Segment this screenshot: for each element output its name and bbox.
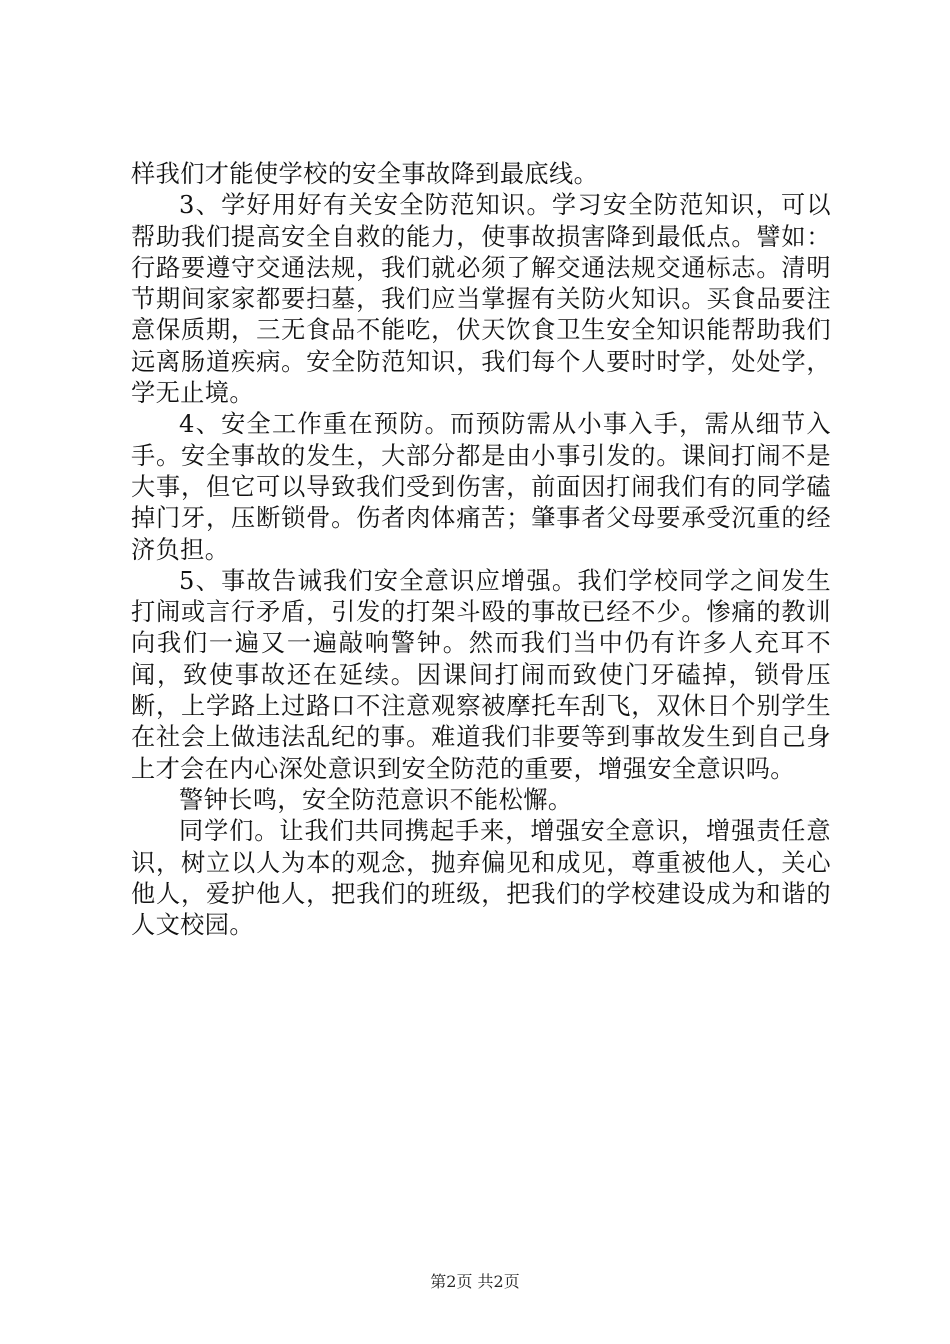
paragraph-closing: 同学们。让我们共同携起手来，增强安全意识，增强责任意识，树立以人为本的观念，抛弃偏见和成见，尊重被他人，关心他人，爱护他人，把我们的班级，把我们的学校建设成为和谐的人文校园。 — [131, 817, 831, 940]
paragraph-item-5: 5、事故告诫我们安全意识应增强。我们学校同学之间发生打闹或言行矛盾，引发的打架斗殴的事故已经不少。惨痛的教训向我们一遍又一遍敲响警钟。然而我们当中仍有许多人充耳不闻，致使事故还在延续。因课间打闹而致使门牙磕掉，锁骨压断，上学路上过路口不注意观察被摩托车刮飞，双休日个别学生在社会上做违法乱纪的事。难道我们非要等到事故发生到自己身上才会在内心深处意识到安全防范的重要，增强安全意识吗。 — [131, 566, 831, 783]
paragraph-item-3: 3、学好用好有关安全防范知识。学习安全防范知识，可以帮助我们提高安全自救的能力，使事故损害降到最低点。譬如：行路要遵守交通法规，我们就必须了解交通法规交通标志。清明节期间家家都要扫墓，我们应当掌握有关防火知识。买食品要注意保质期，三无食品不能吃，伏天饮食卫生安全知识能帮助我们远离肠道疾病。安全防范知识，我们每个人要时时学，处处学，学无止境。 — [131, 191, 831, 408]
paragraph-item-4: 4、安全工作重在预防。而预防需从小事入手，需从细节入手。安全事故的发生，大部分都是由小事引发的。课间打闹不是大事，但它可以导致我们受到伤害，前面因打闹我们有的同学磕掉门牙，压断锁骨。伤者肉体痛苦；肇事者父母要承受沉重的经济负担。 — [131, 410, 831, 564]
paragraph-continuation: 样我们才能使学校的安全事故降到最底线。 — [131, 160, 599, 188]
page-number-footer: 第2页 共2页 — [430, 1272, 520, 1291]
document-body — [131, 159, 831, 941]
paragraph-warning: 警钟长鸣，安全防范意识不能松懈。 — [179, 785, 573, 814]
